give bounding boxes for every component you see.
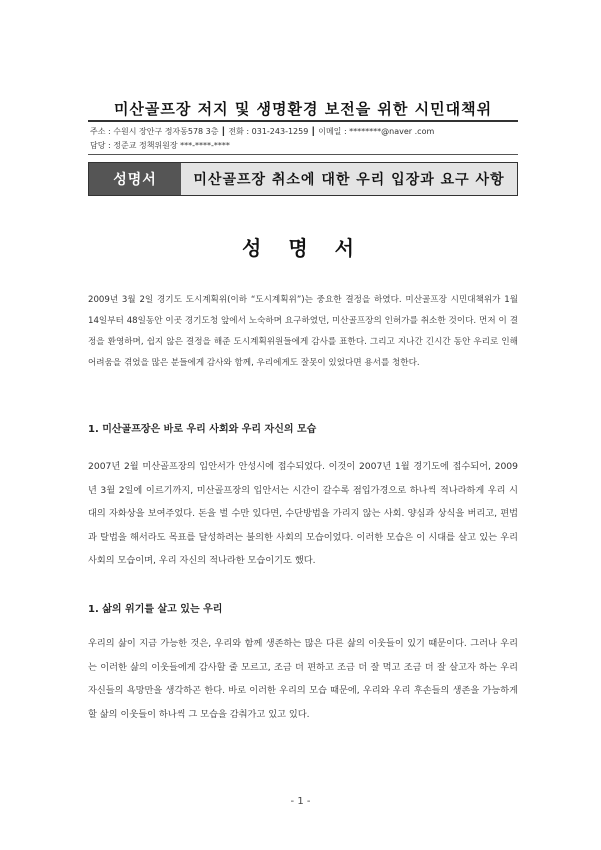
section-heading-2: 1. 삶의 위기를 살고 있는 우리 xyxy=(88,604,223,615)
document-title: 성 명 서 xyxy=(242,236,364,260)
banner-label: 성명서 xyxy=(89,163,181,195)
banner-subject: 미산골프장 취소에 대한 우리 입장과 요구 사항 xyxy=(181,163,517,195)
section-body-2: 우리의 삶이 지금 가능한 것은, 우리와 함께 생존하는 많은 다른 삶의 이웃들이 있기 때문이다. 그러나 우리는 이러한 삶의 이웃들에게 감사할 줄 모르고, 조금 더 편하고 조금 더 잘 먹고 조금 더 잘 살고자 하는 우리 자신들의 욕망만을 생각하곤 한다. 바로 이러한 우리의 모습 때문에, 우리와 우리 후손들의 생존을 가능하게 할 삶의 이웃들이 하나씩 그 모습을 감춰가고 있고 있다. xyxy=(88,638,518,720)
section-body-1: 2007년 2월 미산골프장의 입안서가 안성시에 접수되었다. 이것이 2007년 1월 경기도에 접수되어, 2009년 3월 2일에 이르기까지, 미산골프장의 입안서는 시간이 갈수록 점입가경으로 하나씩 적나라하게 우리 시대의 자화상을 보여주었다. 돈을 벌 수만 있다면, 수단방법을 가리지 않는 사회. 양심과 상식을 버리고, 편법과 탈법을 해서라도 목표를 달성하려는 불의한 사회의 모습이었다. 이러한 모습은 이 시대를 살고 있는 우리 사회의 모습이며, 우리 자신의 적나라한 모습이기도 했다. xyxy=(88,461,518,566)
intro-paragraph: 2009년 3월 2일 경기도 도시계획위(이하 “도시계획위”)는 중요한 결정을 하였다. 미산골프장 시민대책위가 1월 14일부터 48일동안 이곳 경기도청 앞에서 노숙하며 요구하였던, 미산골프장의 인허가를 취소한 것이다. 먼저 이 결정을 환영하며, 쉽지 않은 결정을 해준 도시계획위원들에게 감사를 표한다. 그리고 지나간 긴시간 동안 우리로 인해 어려움을 겪었을 많은 분들에게 감사와 함께, 우리에게도 잘못이 있었다면 용서를 청한다. xyxy=(88,295,518,368)
header-divider-thick xyxy=(88,120,518,122)
header-divider-thin xyxy=(88,154,518,155)
address-line: 주소 : 수원시 장안구 정자동578 3층 ┃ 전화 : 031-243-1259 ┃ 이메일 : ********@naver .com xyxy=(90,127,435,136)
contact-line: 담당 : 정준교 정책위원장 ***-****-**** xyxy=(90,141,230,150)
organization-title: 미산골프장 저지 및 생명환경 보전을 위한 시민대책위 xyxy=(113,100,493,118)
page-number: - 1 - xyxy=(290,796,311,807)
section-heading-1: 1. 미산골프장은 바로 우리 사회와 우리 자신의 모습 xyxy=(88,424,317,435)
statement-banner xyxy=(88,162,518,196)
